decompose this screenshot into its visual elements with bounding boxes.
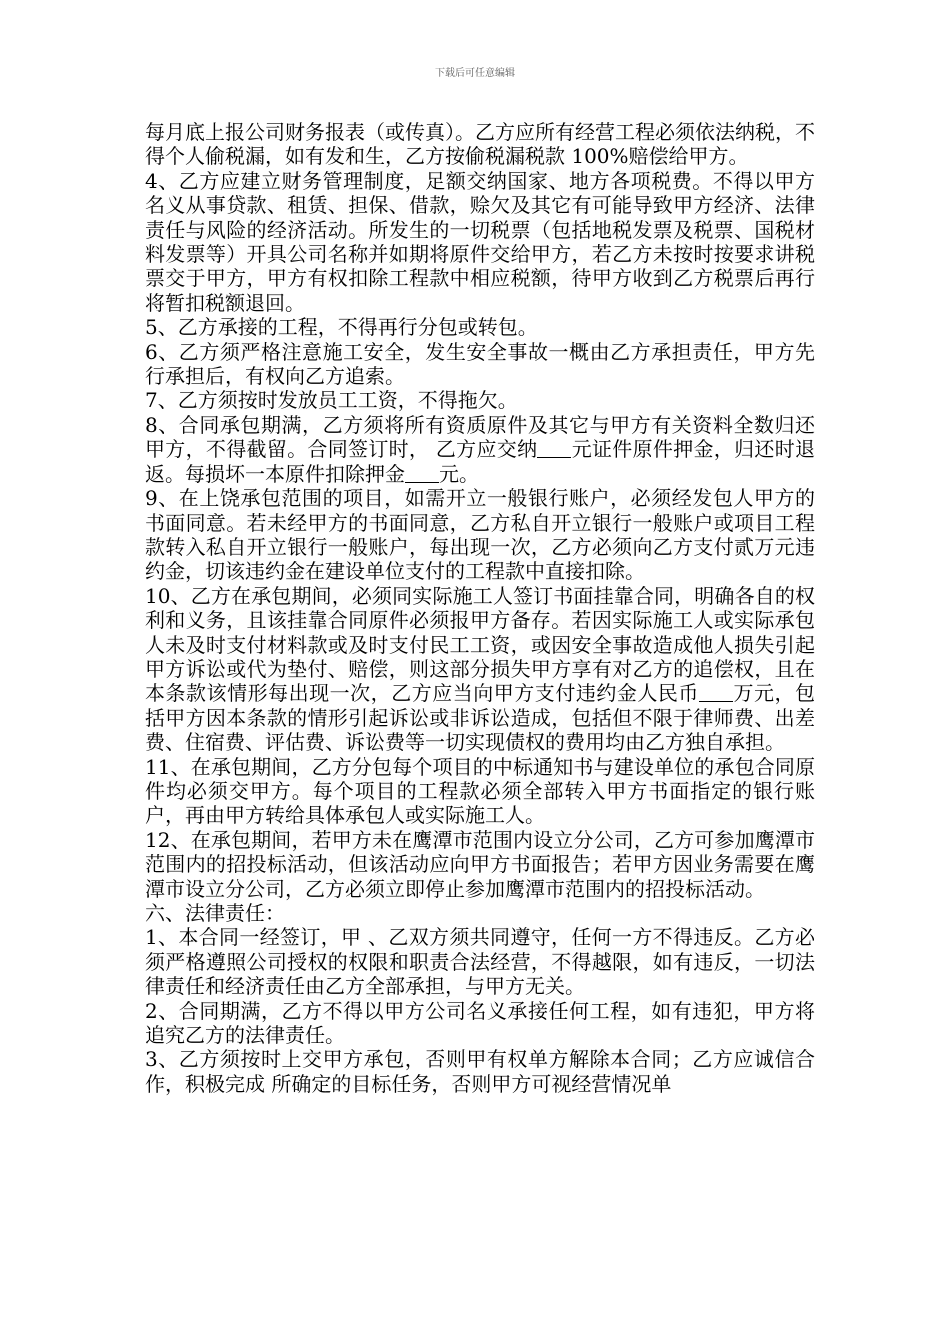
contract-body xyxy=(145,120,815,1096)
blank-field[interactable] xyxy=(537,439,571,458)
paragraph: 1、本合同一经签订，甲 、乙双方须共同遵守，任何一方不得违反。乙方必须严格遵照公司授权的权限和职责合法经营，不得越限，如有违反，一切法律责任和经济责任由乙方全部承担，与甲方无关。 xyxy=(145,925,815,999)
header-note: 下载后可任意编辑 xyxy=(435,68,515,79)
paragraph: 9、在上饶承包范围的项目，如需开立一般银行账户，必须经发包人甲方的书面同意。若未经甲方的书面同意，乙方私自开立银行一般账户或项目工程款转入私自开立银行一般账户，每出现一次，乙方必须向乙方支付贰万元违约金，切该违约金在建设单位支付的工程款中直接扣除。 xyxy=(145,486,815,584)
paragraph: 5、乙方承接的工程，不得再行分包或转包。 xyxy=(145,315,538,340)
paragraph: 2、合同期满，乙方不得以甲方公司名义承接任何工程，如有违犯，甲方将追究乙方的法律责任。 xyxy=(145,998,815,1048)
paragraph-clause-8 xyxy=(145,413,815,486)
paragraph: 12、在承包期间，若甲方未在鹰潭市范围内设立分公司，乙方可参加鹰潭市范围内的招投标活动，但该活动应向甲方书面报告；若甲方因业务需要在鹰潭市设立分公司，乙方必须立即停止参加鹰潭市范围内的招投标活动。 xyxy=(145,827,815,901)
clause-10-text: 万元，包括甲方因本条款的情形引起诉讼或非诉讼造成，包括但不限于律师费、出差费、住宿费、评估费、诉讼费等一切实现债权的费用均由乙方独自承担。 xyxy=(145,681,816,755)
paragraph-clause-10 xyxy=(145,584,815,755)
paragraph: 7、乙方须按时发放员工工资，不得拖欠。 xyxy=(145,388,518,413)
paragraph: 每月底上报公司财务报表（或传真）。乙方应所有经营工程必须依法纳税，不得个人偷税漏，如有发和生，乙方按偷税漏税款 100%赔偿给甲方。 xyxy=(145,120,815,169)
paragraph: 6、乙方须严格注意施工安全，发生安全事故一概由乙方承担责任，甲方先行承担后，有权向乙方追索。 xyxy=(145,339,815,389)
blank-field[interactable] xyxy=(699,683,733,702)
clause-8-text: 元。 xyxy=(439,461,479,486)
paragraph: 4、乙方应建立财务管理制度，足额交纳国家、地方各项税费。不得以甲方名义从事贷款、租赁、担保、借款，赊欠及其它有可能导致甲方经济、法律责任与风险的经济活动。所发生的一切税票（包括地税发票及税票、国税材料发票等）开具公司名称并如期将原件交给甲方，若乙方未按时按要求讲税票交于甲方，甲方有权扣除工程款中相应税额，待甲方收到乙方税票后再行将暂扣税额退回。 xyxy=(145,168,815,315)
clause-8-text: 元证件原件押金，归还时退返。每损坏一本原件扣除押金 xyxy=(145,437,816,486)
clause-10-text: 10、乙方在承包期间，必须同实际施工人签订书面挂靠合同，明确各自的权利和义务，且该挂靠合同原件必须报甲方备存。若因实际施工人或实际承包人未及时支付材料款或及时支付民工工资，或因安全事故造成他人损失引起甲方诉讼或代为垫付、赔偿，则这部分损失甲方享有对乙方的追偿权，且在本条款该情形每出现一次，乙方应当向甲方支付违约金人民币 xyxy=(145,583,815,706)
section-heading: 六、法律责任： xyxy=(145,901,285,925)
paragraph: 3、乙方须按时上交甲方承包，否则甲有权单方解除本合同；乙方应诚信合作，积极完成 所确定的目标任务，否则甲方可视经营情况单 xyxy=(145,1047,815,1096)
blank-field[interactable] xyxy=(405,464,439,483)
paragraph: 11、在承包期间，乙方分包每个项目的中标通知书与建设单位的承包合同原件均必须交甲方。每个项目的工程款必须全部转入甲方书面指定的银行账户，再由甲方转给具体承包人或实际施工人。 xyxy=(145,754,815,828)
clause-8-text: 8、合同承包期满，乙方须将所有资质原件及其它与甲方有关资料全数归还甲方，不得截留。合同签订时， 乙方应交纳 xyxy=(145,412,815,462)
